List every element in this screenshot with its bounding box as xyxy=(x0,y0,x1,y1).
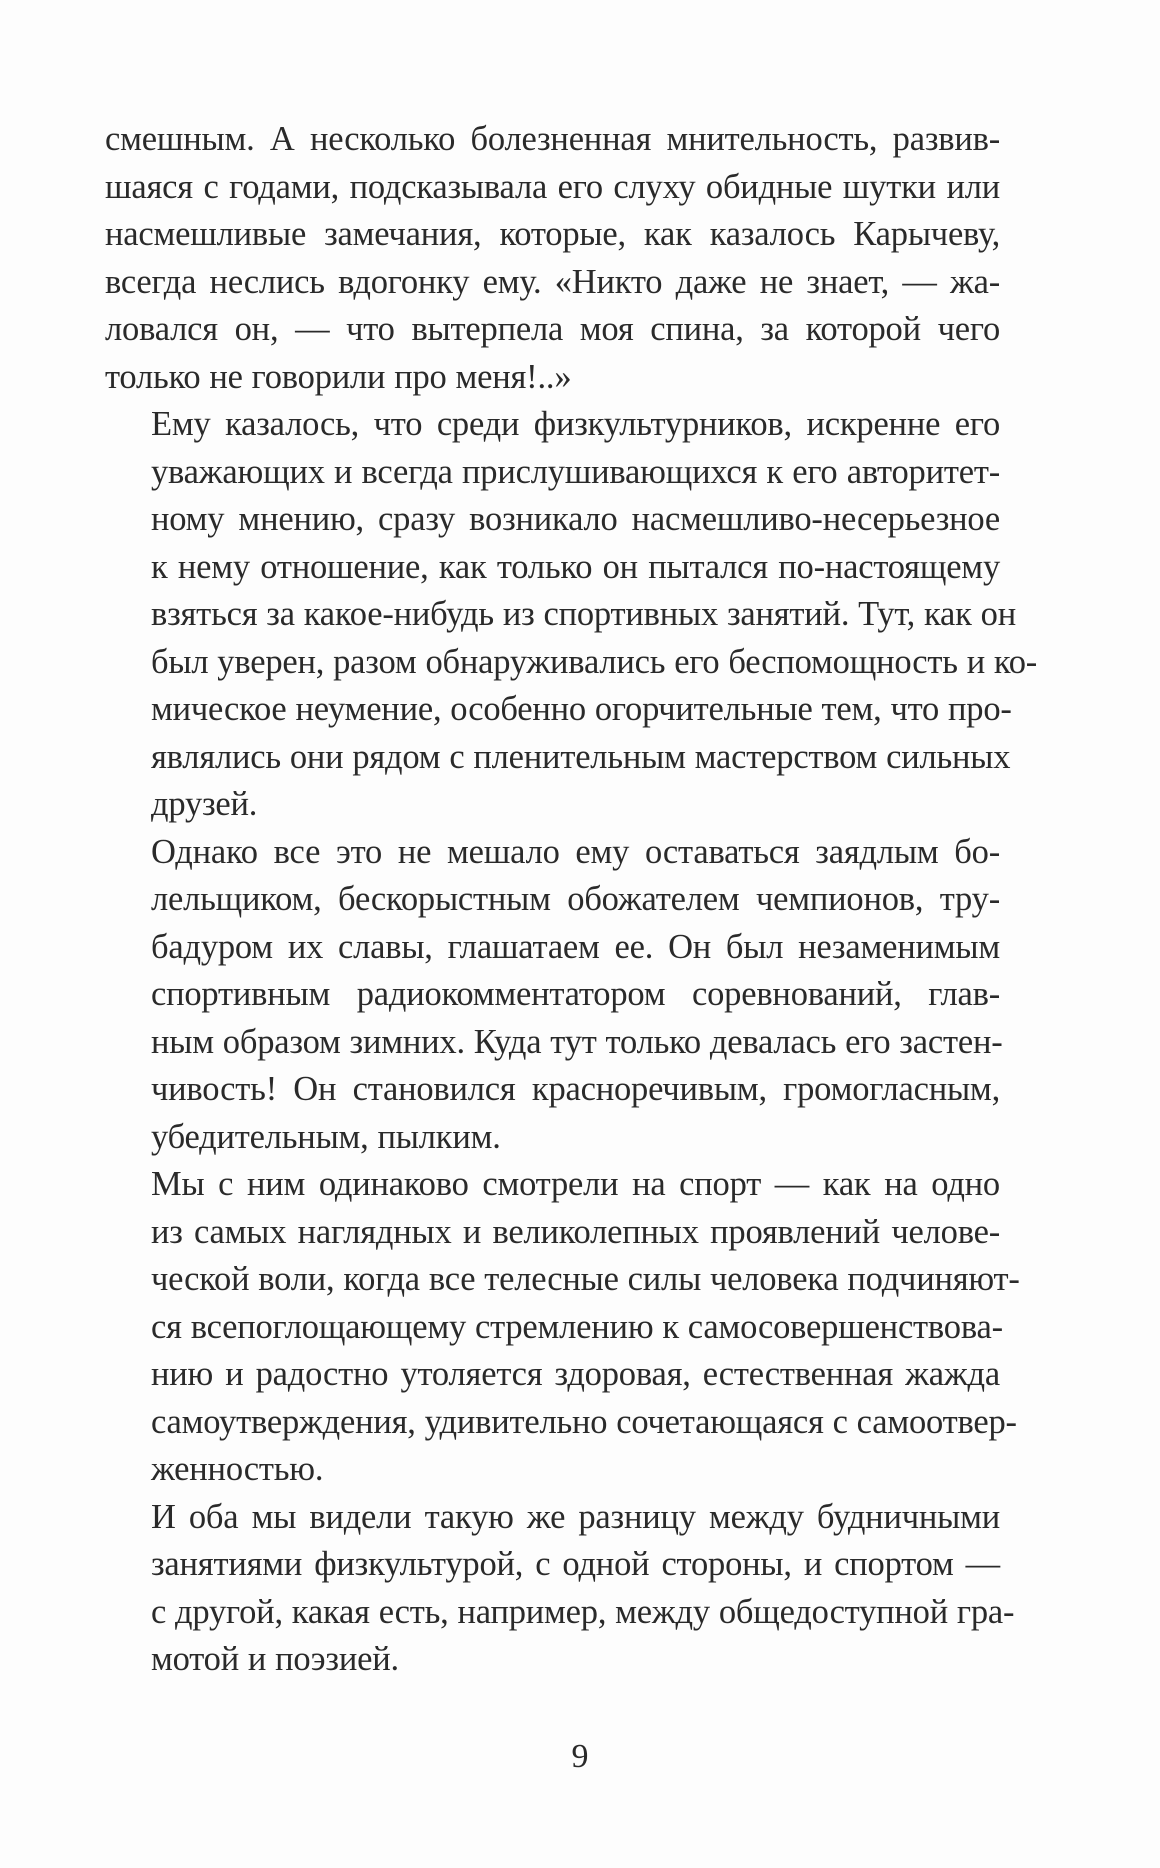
body-text xyxy=(105,116,1038,1684)
text-line: И оба мы видели такую же разницу между будничными xyxy=(151,1497,1000,1536)
text-line: из самых наглядных и великолепных проявлений челове- xyxy=(151,1212,1000,1251)
text-line: мотой и поэзией. xyxy=(151,1640,399,1678)
text-line: смешным. А несколько болезненная мнительность, развив- xyxy=(105,120,1000,158)
text-line: шаяся с годами, подсказывала его слуху обидные шутки или xyxy=(105,167,1000,206)
text-line: ся всепоглощающему стремлению к самосовершенствова- xyxy=(151,1307,1003,1346)
text-line: женностью. xyxy=(151,1450,324,1488)
text-line: убедительным, пылким. xyxy=(151,1117,501,1156)
text-line: ловался он, — что вытерпела моя спина, за которой чего xyxy=(105,310,1000,348)
page-number: 9 xyxy=(571,1738,589,1775)
text-line: ческой воли, когда все телесные силы человека подчиняют- xyxy=(151,1260,1020,1298)
paragraph xyxy=(105,1161,1020,1494)
text-line: насмешливые замечания, которые, как казалось Карычеву, xyxy=(105,215,1000,253)
paragraph xyxy=(105,829,1003,1162)
text-line: взяться за какое-нибудь из спортивных занятий. Тут, как он xyxy=(151,595,1016,633)
paragraph xyxy=(105,116,1000,401)
text-line: всегда неслись вдогонку ему. «Никто даже не знает, — жа- xyxy=(105,262,1000,301)
text-line: к нему отношение, как только он пытался по-настоящему xyxy=(151,547,1000,586)
text-line: друзей. xyxy=(151,785,258,823)
text-line: нию и радостно утоляется здоровая, естественная жажда xyxy=(151,1355,1000,1393)
text-line: был уверен, разом обнаруживались его беспомощность и ко- xyxy=(151,642,1038,681)
paragraph xyxy=(105,1494,1015,1684)
text-line: уважающих и всегда прислушивающихся к его авторитет- xyxy=(151,452,1000,491)
text-line: спортивным радиокомментатором соревнований, глав- xyxy=(151,975,1000,1013)
text-line: бадуром их славы, глашатаем ее. Он был незаменимым xyxy=(151,927,1000,966)
text-line: с другой, какая есть, например, между общедоступной гра- xyxy=(151,1592,1015,1631)
text-line: лельщиком, бескорыстным обожателем чемпионов, тру- xyxy=(151,880,1000,918)
text-line: ным образом зимних. Куда тут только девалась его застен- xyxy=(151,1022,1003,1061)
text-line: чивость! Он становился красноречивым, громогласным, xyxy=(151,1070,1000,1108)
text-line: самоутверждения, удивительно сочетающаяся с самоотвер- xyxy=(151,1402,1017,1441)
text-line: занятиями физкультурой, с одной стороны, и спортом — xyxy=(151,1545,1000,1583)
text-line: Однако все это не мешало ему оставаться заядлым бо- xyxy=(151,832,1000,871)
text-line: мическое неумение, особенно огорчительные тем, что про- xyxy=(151,690,1012,728)
paragraph xyxy=(105,401,1038,829)
text-line: Ему казалось, что среди физкультурников, искренне его xyxy=(151,405,1000,443)
text-line: являлись они рядом с пленительным мастерством сильных xyxy=(151,737,1011,776)
text-line: Мы с ним одинаково смотрели на спорт — как на одно xyxy=(151,1165,1000,1203)
text-line: только не говорили про меня!..» xyxy=(105,357,572,396)
text-line: ному мнению, сразу возникало насмешливо-несерьезное xyxy=(151,500,1000,538)
